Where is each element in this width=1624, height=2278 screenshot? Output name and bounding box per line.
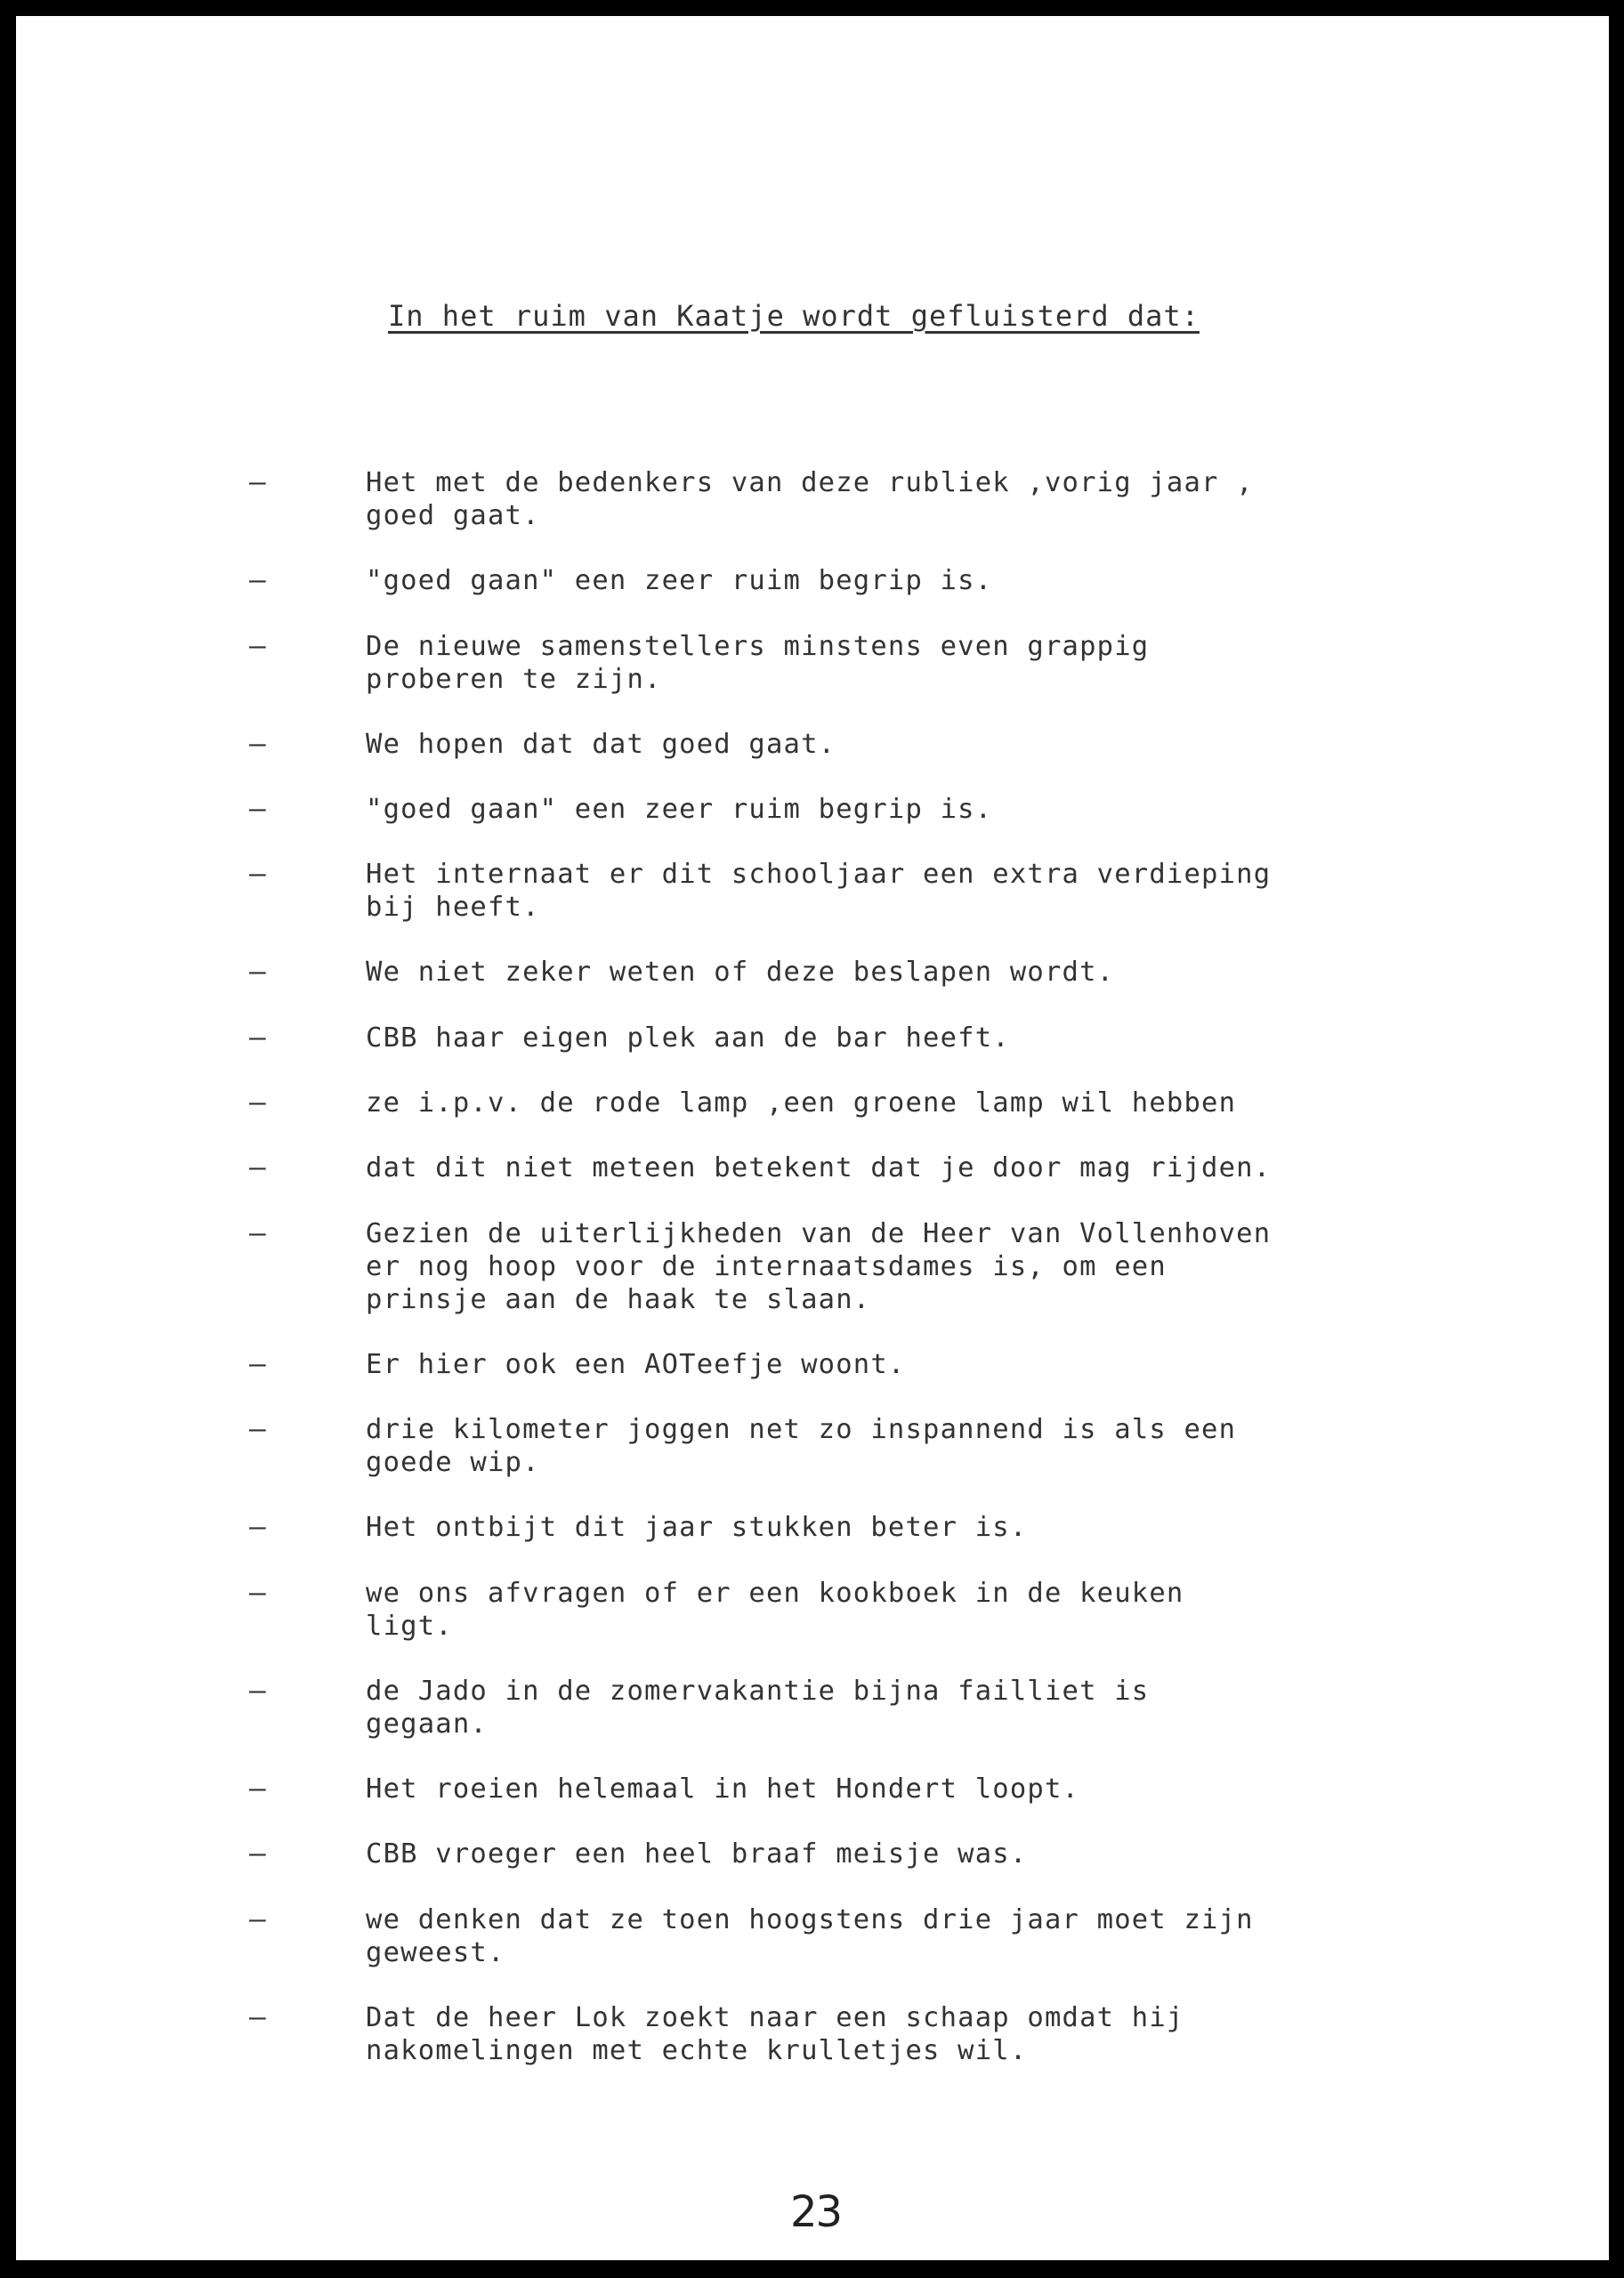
item-text: Gezien de uiterlijkheden van de Heer van Vollenhoven er nog hoop voor de internaatsdames is, om een prinsje aan de haak te slaan. [366, 1218, 1272, 1315]
dash-bullet: – [249, 1348, 266, 1380]
dash-bullet: – [249, 564, 266, 596]
item-text: we ons afvragen of er een kookboek in de keuken ligt. [366, 1578, 1184, 1642]
item-text: De nieuwe samenstellers minstens even grappig proberen te zijn. [366, 631, 1150, 695]
dash-bullet: – [249, 1577, 266, 1609]
item-text: We niet zeker weten of deze beslapen wordt. [366, 957, 1115, 988]
dash-bullet: – [249, 2001, 266, 2033]
item-text: "goed gaan" een zeer ruim begrip is. [366, 565, 993, 596]
item-text: Het internaat er dit schooljaar een extra verdieping bij heeft. [366, 859, 1272, 923]
item-text: drie kilometer joggen net zo inspannend is als een goede wip. [366, 1414, 1237, 1478]
dash-bullet: – [249, 1413, 266, 1445]
dash-bullet: – [249, 466, 266, 498]
item-text: We hopen dat dat goed gaat. [366, 729, 836, 760]
dash-bullet: – [249, 1511, 266, 1543]
item-text: Er hier ook een AOTeefje woont. [366, 1349, 906, 1380]
item-text: ze i.p.v. de rode lamp ,een groene lamp wil hebben [366, 1087, 1237, 1119]
item-text: dat dit niet meteen betekent dat je door mag rijden. [366, 1152, 1272, 1183]
dash-bullet: – [249, 1675, 266, 1707]
dash-bullet: – [249, 793, 266, 825]
dash-bullet: – [249, 1773, 266, 1805]
dash-bullet: – [249, 630, 266, 662]
dash-bullet: – [249, 956, 266, 988]
document-page [16, 16, 1609, 2260]
item-text: Het roeien helemaal in het Hondert loopt. [366, 1773, 1080, 1805]
item-text: de Jado in de zomervakantie bijna failliet is gegaan. [366, 1676, 1150, 1740]
dash-bullet: – [249, 1903, 266, 1935]
page-number: 23 [790, 2187, 842, 2237]
dash-bullet: – [249, 1217, 266, 1249]
item-text: Dat de heer Lok zoekt naar een schaap omdat hij nakomelingen met echte krulletjes wil. [366, 2002, 1184, 2066]
item-text: Het ontbijt dit jaar stukken beter is. [366, 1512, 1028, 1543]
item-text: CBB vroeger een heel braaf meisje was. [366, 1838, 1028, 1870]
dash-bullet: – [249, 1838, 266, 1870]
page-heading: In het ruim van Kaatje wordt gefluisterd dat: [388, 299, 1200, 333]
dash-bullet: – [249, 1086, 266, 1119]
dash-bullet: – [249, 858, 266, 890]
item-text: "goed gaan" een zeer ruim begrip is. [366, 794, 993, 825]
dash-bullet: – [249, 1022, 266, 1054]
item-text: we denken dat ze toen hoogstens drie jaar moet zijn geweest. [366, 1904, 1254, 1968]
dash-bullet: – [249, 728, 266, 760]
item-text: Het met de bedenkers van deze rubliek ,vorig jaar , goed gaat. [366, 467, 1254, 531]
item-text: CBB haar eigen plek aan de bar heeft. [366, 1022, 1010, 1054]
dash-bullet: – [249, 1151, 266, 1183]
